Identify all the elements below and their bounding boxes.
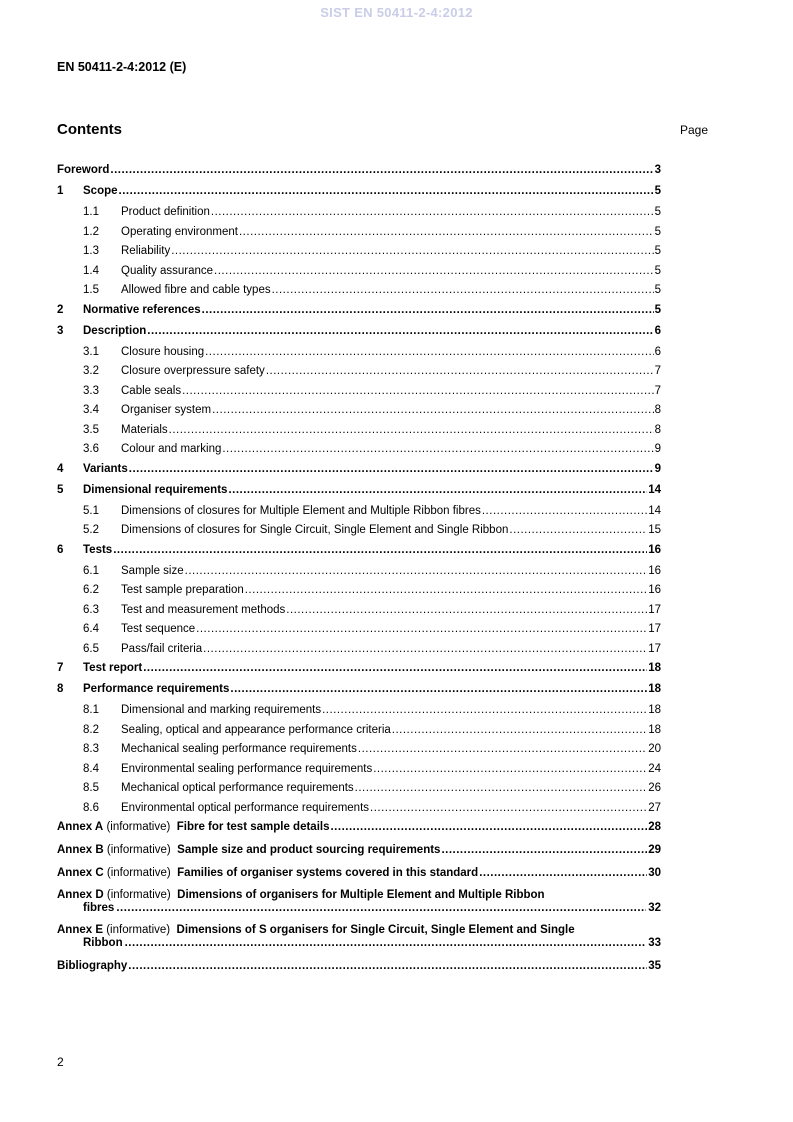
toc-number: 8.2 <box>83 723 99 736</box>
toc-entry-6-2[interactable] <box>57 583 661 597</box>
toc-page: 29 <box>648 844 661 856</box>
toc-title: Mechanical sealing performance requirements <box>121 743 357 755</box>
toc-entry-4[interactable] <box>57 462 661 476</box>
toc-entry-8-6[interactable] <box>57 801 661 815</box>
toc-number: 1.3 <box>83 245 99 257</box>
toc-page: 33 <box>648 937 661 949</box>
toc-title: Families of organiser systems covered in this standard <box>177 867 479 879</box>
toc-entry-1-1[interactable] <box>57 205 661 219</box>
toc-page: 9 <box>654 462 661 475</box>
toc-title: Dimensional and marking requirements <box>121 704 322 716</box>
toc-entry-2[interactable] <box>57 303 661 317</box>
toc-title: Test report <box>83 662 143 674</box>
toc-number: 8 <box>57 683 64 695</box>
toc-page: 26 <box>648 782 661 794</box>
toc-page: 6 <box>654 324 661 337</box>
toc-number: 8.1 <box>83 704 99 716</box>
toc-page: 17 <box>648 603 661 616</box>
annex-type: (informative) <box>106 867 171 879</box>
toc-title: Test sequence <box>121 623 196 635</box>
page-column-label: Page <box>679 123 708 137</box>
toc-page: 24 <box>648 762 661 775</box>
toc-number: 3.4 <box>83 404 99 416</box>
toc-title: Reliability <box>121 245 171 257</box>
toc-entry-5-1[interactable] <box>57 504 661 518</box>
toc-entry-8[interactable] <box>57 682 661 696</box>
toc-title-line-2: fibres <box>83 902 115 914</box>
toc-title: Organiser system <box>121 404 212 416</box>
toc-title: Sample size and product sourcing requirements <box>177 844 441 856</box>
toc-title: Description <box>83 324 147 337</box>
toc-entry-8-3[interactable] <box>57 742 661 756</box>
toc-page: 32 <box>648 902 661 914</box>
toc-title: Mechanical optical performance requirements <box>121 782 354 794</box>
toc-page: 9 <box>654 443 661 455</box>
toc-title: Closure overpressure safety <box>121 365 265 377</box>
toc-title: Normative references <box>83 303 201 316</box>
toc-entry-3[interactable] <box>57 324 661 338</box>
toc-page: 6 <box>654 345 661 358</box>
toc-page: 8 <box>654 423 661 436</box>
toc-number: 1.1 <box>83 206 99 218</box>
toc-entry-annex-e[interactable] <box>57 924 661 950</box>
toc-title: Dimensions of closures for Single Circuit, Single Element and Single Ribbon <box>121 524 509 536</box>
toc-number: 5.2 <box>83 524 99 536</box>
toc-number: 1 <box>57 185 64 197</box>
toc-entry-bibliography[interactable] <box>57 959 661 973</box>
toc-entry-3-2[interactable] <box>57 364 661 378</box>
toc-page: 5 <box>654 206 661 218</box>
toc-number: 6 <box>57 543 64 556</box>
toc-entry-3-6[interactable] <box>57 442 661 456</box>
toc-entry-8-1[interactable] <box>57 703 661 717</box>
toc-page: 5 <box>654 264 661 277</box>
toc-title: Operating environment <box>121 225 238 238</box>
toc-number: 6.1 <box>83 564 99 577</box>
toc-title: Foreword <box>57 164 110 176</box>
toc-page: 16 <box>648 564 661 577</box>
annex-type: (informative) <box>106 844 171 856</box>
toc-page: 16 <box>648 543 661 556</box>
toc-page: 5 <box>654 245 661 257</box>
toc-page: 5 <box>654 225 661 238</box>
toc-entry-6-1[interactable] <box>57 564 661 578</box>
toc-entry-1-2[interactable] <box>57 225 661 239</box>
toc-title: Environmental sealing performance requirements <box>121 762 373 775</box>
toc-title: Environmental optical performance requirements <box>121 801 370 814</box>
toc-entry-6[interactable] <box>57 543 661 557</box>
toc-number: 3.6 <box>83 443 99 455</box>
contents-heading: Contents <box>57 121 122 138</box>
toc-title: Tests <box>83 543 113 556</box>
toc-number: 2 <box>57 303 64 316</box>
toc-number: 6.5 <box>83 642 99 655</box>
toc-entry-7[interactable] <box>57 661 661 675</box>
toc-number: 1.2 <box>83 225 99 238</box>
toc-number: 3.1 <box>83 345 99 358</box>
toc-page: 35 <box>648 960 661 972</box>
toc-title: Dimensional requirements <box>83 483 228 496</box>
toc-entry-3-5[interactable] <box>57 423 661 437</box>
annex-type: (informative) <box>106 821 171 833</box>
toc-title-line-1: Dimensions of organisers for Multiple Element and Multiple Ribbon <box>177 889 545 901</box>
toc-page: 18 <box>648 662 661 674</box>
toc-number: 8.6 <box>83 801 99 814</box>
toc-number: 3.3 <box>83 384 99 397</box>
toc-number: 3.2 <box>83 365 99 377</box>
toc-entry-annex-c[interactable] <box>57 866 661 880</box>
toc-page: 28 <box>648 821 661 833</box>
toc-title: Variants <box>83 462 128 475</box>
toc-number: 3 <box>57 324 64 337</box>
toc-page: 7 <box>654 365 661 377</box>
toc-entry-annex-d[interactable] <box>57 889 661 915</box>
toc-number: 7 <box>57 662 64 674</box>
toc-title: Cable seals <box>121 384 182 397</box>
toc-entry-annex-a[interactable] <box>57 820 661 834</box>
annex-label: Annex A <box>57 821 104 833</box>
annex-type: (informative) <box>106 924 171 936</box>
toc-page: 18 <box>648 683 661 695</box>
toc-number: 6.4 <box>83 623 99 635</box>
toc-title: Materials <box>121 423 168 436</box>
toc-title: Test sample preparation <box>121 584 244 596</box>
toc-title: Closure housing <box>121 345 205 358</box>
toc-number: 4 <box>57 462 64 475</box>
annex-label: Annex D <box>57 889 104 901</box>
toc-page: 16 <box>648 584 661 596</box>
annex-label: Annex E <box>57 924 104 936</box>
toc-title: Fibre for test sample details <box>176 821 330 833</box>
annex-type: (informative) <box>106 889 171 901</box>
toc-entry-1[interactable] <box>57 184 661 198</box>
table-of-contents <box>57 163 661 973</box>
toc-entry-6-3[interactable] <box>57 603 661 617</box>
toc-entry-8-2[interactable] <box>57 723 661 737</box>
toc-page: 17 <box>648 642 661 655</box>
toc-number: 6.3 <box>83 603 99 616</box>
toc-page: 3 <box>654 164 661 176</box>
toc-number: 6.2 <box>83 584 99 596</box>
annex-label: Annex C <box>57 867 104 879</box>
toc-entry-6-5[interactable] <box>57 642 661 656</box>
toc-page: 18 <box>648 704 661 716</box>
toc-entry-3-1[interactable] <box>57 345 661 359</box>
toc-entry-8-5[interactable] <box>57 781 661 795</box>
toc-page: 30 <box>648 867 661 879</box>
document-id: EN 50411-2-4:2012 (E) <box>57 60 187 74</box>
toc-title: Colour and marking <box>121 443 222 455</box>
toc-page: 14 <box>648 483 661 496</box>
toc-number: 8.4 <box>83 762 99 775</box>
toc-entry-foreword[interactable] <box>57 163 661 177</box>
toc-title-line-2: Ribbon <box>83 937 123 949</box>
toc-entry-1-4[interactable] <box>57 264 661 278</box>
page-number: 2 <box>57 1055 64 1069</box>
toc-number: 1.5 <box>83 284 99 296</box>
toc-page: 14 <box>648 504 661 517</box>
toc-title: Quality assurance <box>121 264 214 277</box>
toc-entry-6-4[interactable] <box>57 622 661 636</box>
toc-title: Product definition <box>121 206 210 218</box>
toc-entry-3-4[interactable] <box>57 403 661 417</box>
toc-entry-1-5[interactable] <box>57 283 661 297</box>
toc-title: Dimensions of closures for Multiple Element and Multiple Ribbon fibres <box>121 504 481 517</box>
toc-number: 1.4 <box>83 264 99 277</box>
toc-title: Allowed fibre and cable types <box>121 284 271 296</box>
toc-title: Sample size <box>121 564 184 577</box>
toc-title: Scope <box>83 185 118 197</box>
toc-entry-annex-b[interactable] <box>57 843 661 857</box>
toc-page: 18 <box>648 723 661 736</box>
toc-title: Pass/fail criteria <box>121 642 203 655</box>
toc-page: 20 <box>648 743 661 755</box>
toc-number: 5.1 <box>83 504 99 517</box>
toc-entry-5-2[interactable] <box>57 523 661 537</box>
toc-number: 8.5 <box>83 782 99 794</box>
toc-entry-1-3[interactable] <box>57 244 661 258</box>
toc-page: 15 <box>648 524 661 536</box>
toc-title-line-1: Dimensions of S organisers for Single Circuit, Single Element and Single <box>176 924 575 936</box>
toc-title: Test and measurement methods <box>121 603 286 616</box>
toc-page: 17 <box>648 623 661 635</box>
toc-number: 8.3 <box>83 743 99 755</box>
toc-number: 5 <box>57 483 64 496</box>
toc-page: 5 <box>654 303 661 316</box>
toc-title: Bibliography <box>57 960 128 972</box>
toc-title: Performance requirements <box>83 683 230 695</box>
annex-label: Annex B <box>57 844 104 856</box>
toc-page: 27 <box>648 801 661 814</box>
toc-entry-3-3[interactable] <box>57 384 661 398</box>
toc-page: 5 <box>654 185 661 197</box>
toc-page: 7 <box>654 384 661 397</box>
toc-entry-8-4[interactable] <box>57 762 661 776</box>
toc-title: Sealing, optical and appearance performance criteria <box>121 723 391 736</box>
watermark: SIST EN 50411-2-4:2012 <box>320 5 473 20</box>
toc-page: 5 <box>654 284 661 296</box>
toc-page: 8 <box>654 404 661 416</box>
toc-entry-5[interactable] <box>57 483 661 497</box>
toc-number: 3.5 <box>83 423 99 436</box>
